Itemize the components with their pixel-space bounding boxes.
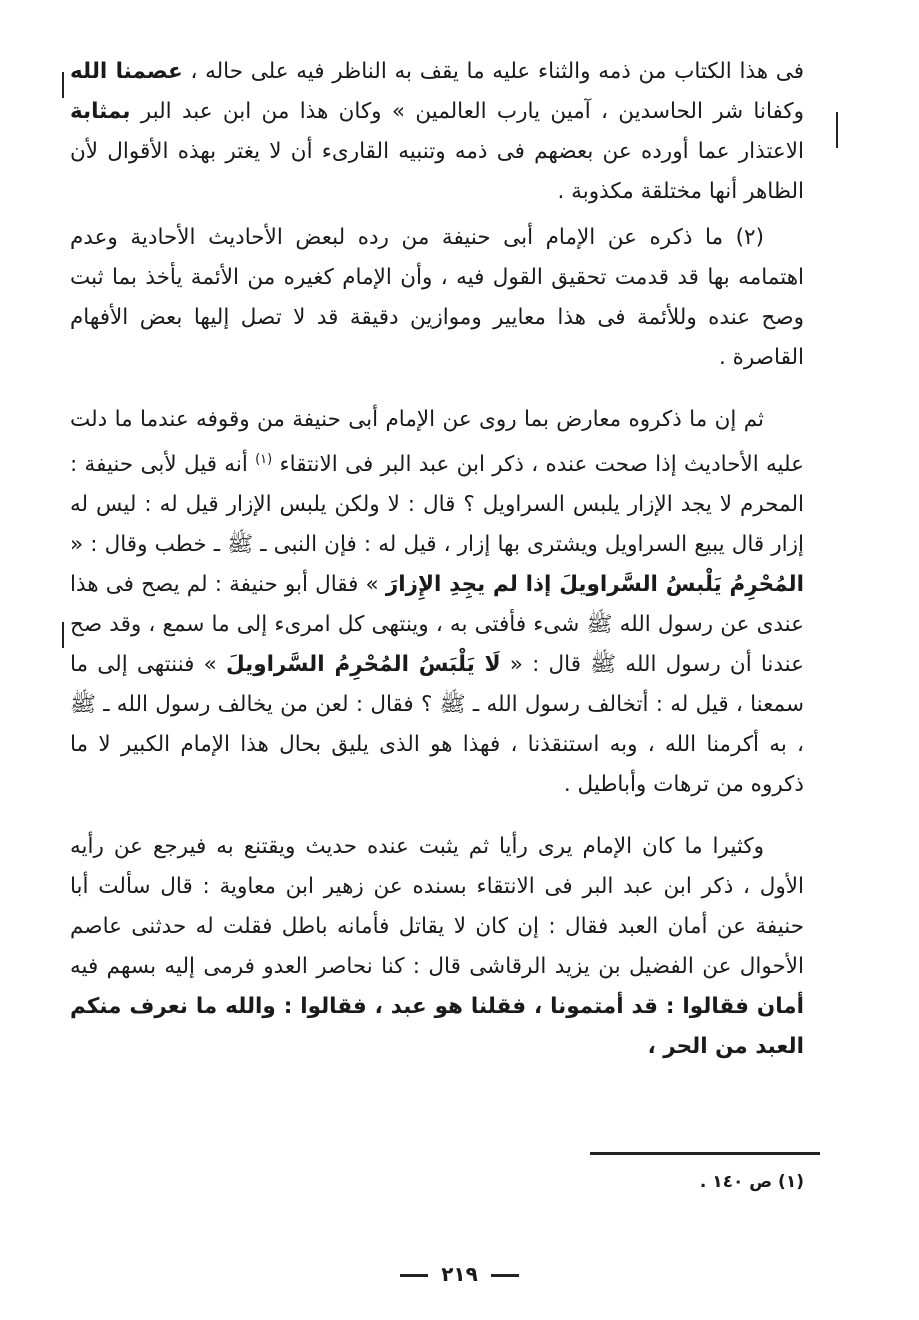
text-segment: وكثيرا ما كان الإمام يرى رأيا ثم يثبت عنده حديث ويقتنع به فيرجع عن رأيه الأول ، ذكر ابن عبد البر فى الانتقاء بسنده عن زهير ابن معاوية : قال سألت أبا حنيفة عن أمان العبد فقال : إن كان لا يقاتل فأمانه باطل فقلت له حدثنى عاصم الأحوال عن الفضيل بن يزيد الرقاشى قال : كنا نحاصر العدو فرمى إليه بسهم فيه bbox=[70, 834, 804, 980]
text-segment: أنه قيل لأبى حنيفة : المحرم لا يجد الإزار يلبس السراويل ؟ قال : لا ولكن يلبس الإزار قيل له : ليس له إزار قال يبيع السراويل ويشترى بها إزار ، قيل له : فإن النبى ـ ﷺ ـ خطب وقال : « bbox=[70, 452, 804, 558]
text-segment: فى هذا الكتاب من ذمه والثناء عليه ما يقف به الناظر فيه على حاله ، bbox=[182, 59, 804, 84]
paragraph-3 bbox=[70, 400, 804, 805]
text-segment: » فقال أبو حنيفة : لم يصح فى هذا عندى عن رسول الله ﷺ شىء فأفتى به ، وينتهى كل امرىء إلى ما سمع ، وقد صح عندنا أن رسول الله ﷺ قال : « bbox=[70, 572, 804, 678]
bold-text-segment: بمثابة bbox=[70, 99, 131, 124]
page-number-dash bbox=[491, 1274, 519, 1277]
text-segment: الاعتذار عما أورده عن بعضهم فى ذمه وتنبيه القارىء أن لا يغتر بهذه الأقوال لأن الظاهر أنها مختلقة مكذوبة . bbox=[70, 139, 804, 204]
paragraph-2 bbox=[70, 218, 804, 378]
bold-text-segment: عصمنا الله bbox=[70, 59, 183, 84]
margin-mark bbox=[62, 622, 64, 648]
text-segment: وكفانا شر الحاسدين ، آمين يارب العالمين » وكان هذا من ابن عبد البر bbox=[130, 99, 804, 124]
margin-mark bbox=[62, 72, 64, 98]
bold-text-segment: المُحْرِمُ يَلْبسُ السَّراويلَ إذا لم يجِدِ الإِزارَ bbox=[385, 572, 804, 598]
page-number-value: ٢١٩ bbox=[441, 1262, 478, 1286]
paragraph-1 bbox=[70, 52, 804, 212]
text-segment: ثم إن ما ذكروه معارض بما روى عن الإمام أبى حنيفة من وقوفه عندما ما دلت عليه الأحاديث إذا صحت عنده ، ذكر ابن عبد البر فى الانتقاء bbox=[70, 407, 804, 478]
page-number-dash bbox=[400, 1274, 428, 1277]
paragraph-4 bbox=[70, 827, 804, 1067]
footnote-rule bbox=[590, 1152, 820, 1155]
footnote-ref: (١) bbox=[255, 452, 273, 467]
footnote: (١) ص ١٤٠ . bbox=[699, 1172, 804, 1192]
text-segment: (٢) ما ذكره عن الإمام أبى حنيفة من رده لبعض الأحاديث الأحادية وعدم اهتمامه بها قد قدمت تحقيق القول فيه ، وأن الإمام كغيره من الأئمة يأخذ بما ثبت وصح عنده وللأئمة فى هذا معايير وموازين دقيقة قد لا تصل إليها بعض الأفهام القاصرة . bbox=[70, 225, 804, 370]
margin-mark bbox=[836, 112, 838, 148]
text-segment: » فننتهى إلى ما سمعنا ، قيل له : أتخالف رسول الله ـ ﷺ ؟ فقال : لعن من يخالف رسول الله ـ ﷺ ، به أكرمنا الله ، وبه استنقذنا ، فهذا هو الذى يليق بحال هذا الإمام الكبير لا ما ذكروه من ترهات وأباطيل . bbox=[70, 652, 804, 798]
bold-text-segment: لَا يَلْبَسُ المُحْرِمُ السَّراويلَ bbox=[225, 652, 501, 678]
bold-text-segment: أمان فقالوا : قد أمتمونا ، فقلنا هو عبد ، فقالوا : والله ما نعرف منكم العبد من الحر ، bbox=[70, 994, 804, 1060]
page-number bbox=[0, 1262, 919, 1286]
main-text bbox=[70, 52, 804, 1067]
